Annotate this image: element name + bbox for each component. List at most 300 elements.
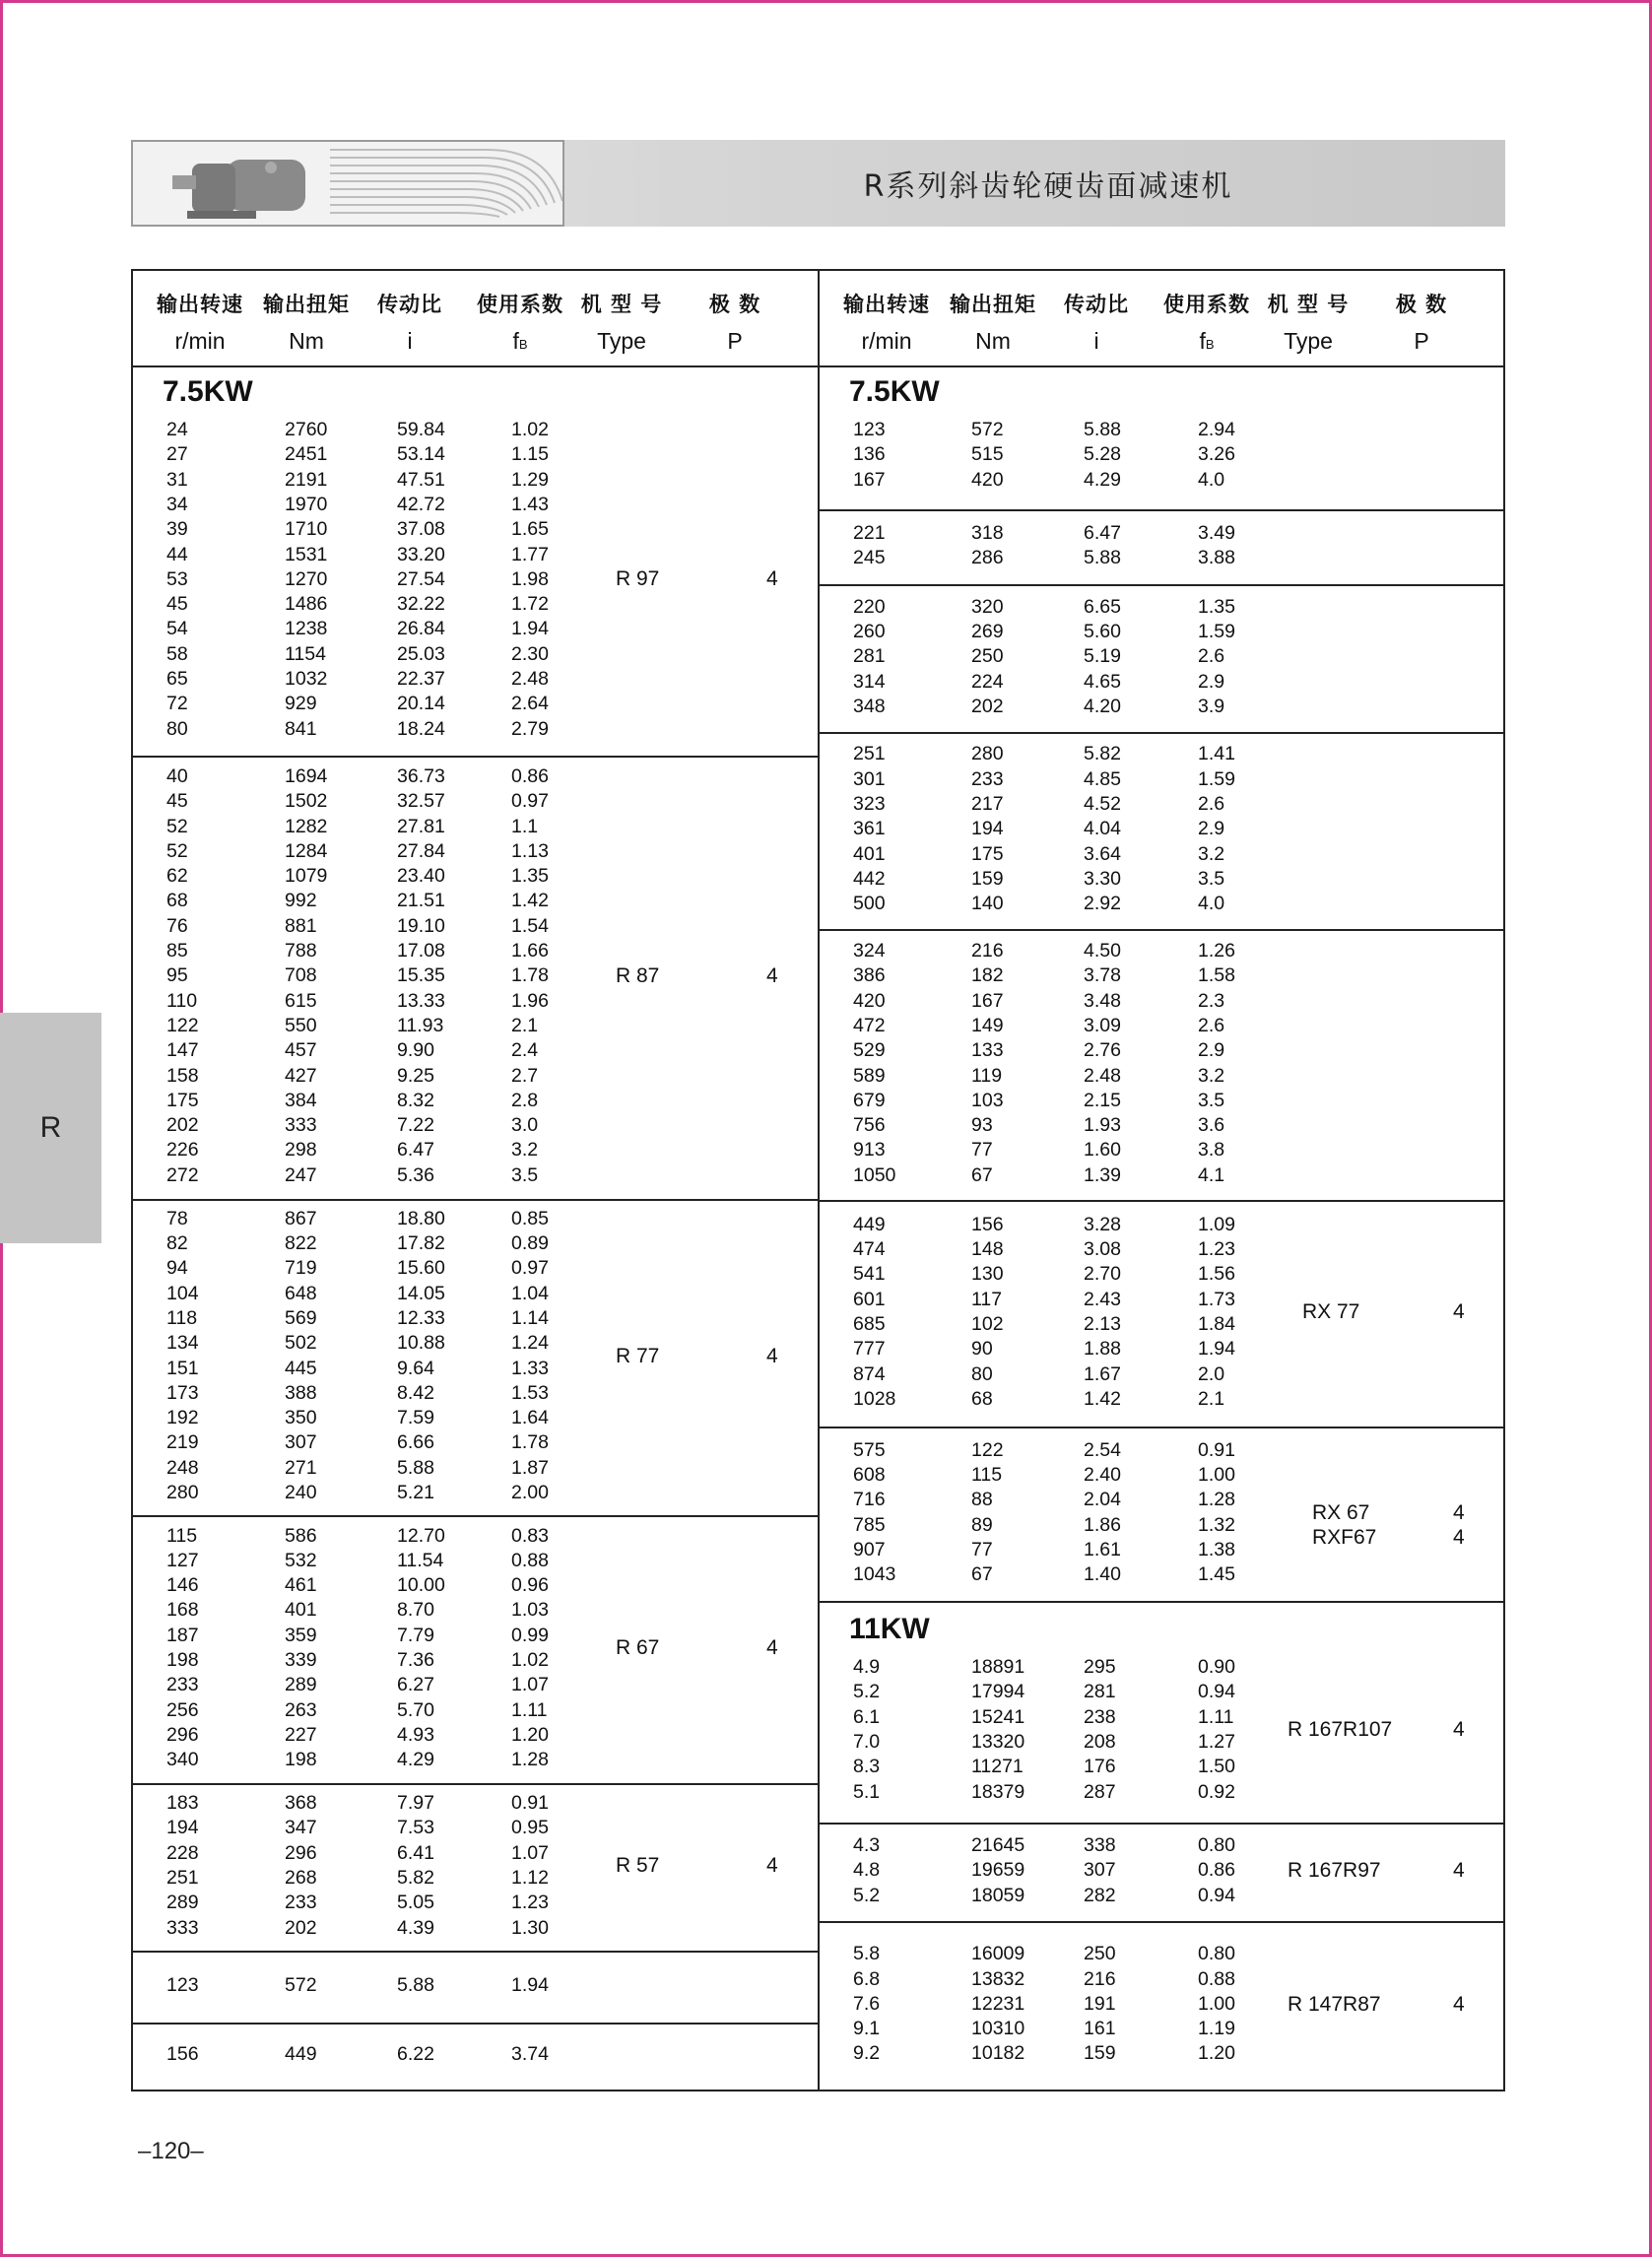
speed-cell: 333 <box>166 1916 199 1939</box>
service-factor-cell: 1.33 <box>511 1357 549 1379</box>
service-factor-cell: 3.8 <box>1198 1139 1225 1162</box>
table-row <box>820 645 1503 670</box>
torque-cell: 202 <box>971 695 1004 717</box>
speed-cell: 756 <box>853 1114 886 1137</box>
service-factor-cell: 1.59 <box>1198 767 1235 790</box>
torque-cell: 233 <box>285 1892 317 1914</box>
service-factor-cell: 1.94 <box>511 618 549 640</box>
model-type: R 167R107 <box>1288 1717 1393 1741</box>
ratio-cell: 47.51 <box>397 468 445 491</box>
ratio-cell: 5.82 <box>1084 743 1121 765</box>
table-row <box>820 547 1503 571</box>
table-row <box>133 544 818 568</box>
service-factor-cell: 0.95 <box>511 1817 549 1839</box>
pole-count: 4 <box>1453 1300 1465 1323</box>
column-header-unit: i <box>407 328 413 354</box>
speed-cell: 272 <box>166 1163 199 1186</box>
torque-cell: 350 <box>285 1407 317 1429</box>
table-row <box>133 718 818 743</box>
pole-count: 4 <box>766 1636 778 1659</box>
column-header-unit: Type <box>1284 328 1333 354</box>
ratio-cell: 4.29 <box>397 1749 434 1771</box>
ratio-cell: 2.48 <box>1084 1064 1121 1087</box>
speed-cell: 5.2 <box>853 1884 881 1906</box>
torque-cell: 67 <box>971 1563 993 1586</box>
torque-cell: 130 <box>971 1263 1004 1286</box>
table-row <box>133 1574 818 1599</box>
ratio-cell: 161 <box>1084 2018 1116 2040</box>
service-factor-cell: 3.74 <box>511 2043 549 2066</box>
ratio-cell: 33.20 <box>397 543 445 565</box>
torque-cell: 16009 <box>971 1943 1025 1965</box>
speed-cell: 529 <box>853 1039 886 1062</box>
table-row <box>133 1892 818 1916</box>
ratio-cell: 5.88 <box>1084 547 1121 568</box>
torque-cell: 2760 <box>285 419 328 440</box>
table-row <box>820 596 1503 621</box>
table-row <box>133 2043 818 2068</box>
service-factor-cell: 2.94 <box>1198 419 1235 440</box>
torque-cell: 268 <box>285 1867 317 1889</box>
speed-cell: 314 <box>853 670 886 693</box>
torque-cell: 502 <box>285 1332 317 1355</box>
speed-cell: 324 <box>853 940 886 962</box>
torque-cell: 89 <box>971 1513 993 1536</box>
torque-cell: 80 <box>971 1362 993 1385</box>
torque-cell: 867 <box>285 1207 317 1229</box>
table-row <box>133 443 818 468</box>
service-factor-cell: 0.96 <box>511 1574 549 1597</box>
service-factor-cell: 1.1 <box>511 815 539 837</box>
table-row <box>133 1382 818 1407</box>
table-row <box>820 621 1503 645</box>
section-tab <box>0 1013 101 1243</box>
service-factor-cell: 1.56 <box>1198 1263 1235 1286</box>
pole-count: 4 <box>766 964 778 987</box>
torque-cell: 572 <box>285 1973 317 1996</box>
table-row <box>133 1974 818 1999</box>
service-factor-cell: 1.54 <box>511 914 549 937</box>
spec-group <box>820 1428 1503 1603</box>
speed-cell: 40 <box>166 764 188 787</box>
service-factor-cell: 2.3 <box>1198 989 1225 1012</box>
torque-cell: 719 <box>285 1257 317 1280</box>
service-factor-cell: 4.0 <box>1198 893 1225 915</box>
torque-cell: 286 <box>971 547 1004 568</box>
speed-cell: 679 <box>853 1089 886 1111</box>
table-row <box>133 1749 818 1773</box>
table-row <box>820 2042 1503 2067</box>
ratio-cell: 15.35 <box>397 964 445 987</box>
pole-count: 4 <box>1453 1526 1465 1550</box>
ratio-cell: 4.52 <box>1084 793 1121 816</box>
speed-cell: 685 <box>853 1313 886 1335</box>
table-row <box>133 1307 818 1332</box>
spec-group <box>133 2025 818 2091</box>
service-factor-cell: 1.64 <box>511 1407 549 1429</box>
table-row <box>133 940 818 964</box>
ratio-cell: 5.88 <box>1084 419 1121 440</box>
torque-cell: 133 <box>971 1039 1004 1062</box>
speed-cell: 6.8 <box>853 1967 881 1990</box>
table-header <box>820 271 1503 367</box>
ratio-cell: 1.60 <box>1084 1139 1121 1162</box>
table-row <box>820 1015 1503 1039</box>
table-row <box>820 893 1503 917</box>
speed-cell: 442 <box>853 867 886 890</box>
table-row <box>820 818 1503 842</box>
torque-cell: 1270 <box>285 567 328 590</box>
service-factor-cell: 0.83 <box>511 1524 549 1547</box>
ratio-cell: 9.25 <box>397 1064 434 1087</box>
speed-cell: 187 <box>166 1624 199 1646</box>
table-row <box>133 494 818 518</box>
page-title: R系列斜齿轮硬齿面减速机 <box>863 169 1233 204</box>
ratio-cell: 5.88 <box>397 1973 434 1996</box>
torque-cell: 788 <box>285 940 317 963</box>
service-factor-cell: 3.2 <box>511 1139 539 1162</box>
pole-count: 4 <box>766 567 778 591</box>
ratio-cell: 4.29 <box>1084 468 1121 491</box>
table-row <box>820 1681 1503 1705</box>
service-factor-cell: 1.45 <box>1198 1563 1235 1586</box>
torque-cell: 401 <box>285 1599 317 1622</box>
table-row <box>133 1649 818 1674</box>
torque-cell: 572 <box>971 419 1004 440</box>
service-factor-cell: 3.26 <box>1198 443 1235 466</box>
speed-cell: 777 <box>853 1338 886 1361</box>
torque-cell: 103 <box>971 1089 1004 1111</box>
page-number: –120– <box>138 2138 204 2164</box>
speed-cell: 85 <box>166 940 188 963</box>
speed-cell: 82 <box>166 1232 188 1254</box>
speed-cell: 474 <box>853 1238 886 1261</box>
speed-cell: 54 <box>166 618 188 640</box>
table-row <box>820 1756 1503 1780</box>
service-factor-cell: 1.19 <box>1198 2018 1235 2040</box>
ratio-cell: 5.21 <box>397 1482 434 1503</box>
service-factor-cell: 1.94 <box>511 1973 549 1996</box>
column-header-cn: 极 数 <box>1395 293 1448 316</box>
speed-cell: 1050 <box>853 1163 896 1186</box>
spec-group <box>820 1603 1503 1825</box>
service-factor-cell: 1.02 <box>511 1649 549 1671</box>
table-row <box>133 1164 818 1189</box>
ratio-cell: 2.40 <box>1084 1463 1121 1486</box>
pole-count: 4 <box>1453 1717 1465 1741</box>
ratio-cell: 2.15 <box>1084 1089 1121 1111</box>
column-header-unit: r/min <box>174 328 226 354</box>
column-header-cn: 输出扭矩 <box>263 293 350 316</box>
ratio-cell: 26.84 <box>397 618 445 640</box>
torque-cell: 708 <box>285 964 317 987</box>
ratio-cell: 19.10 <box>397 914 445 937</box>
ratio-cell: 10.88 <box>397 1332 445 1355</box>
speed-cell: 4.9 <box>853 1656 881 1678</box>
table-row <box>820 1039 1503 1064</box>
service-factor-cell: 0.97 <box>511 790 549 813</box>
torque-cell: 198 <box>285 1749 317 1771</box>
service-factor-cell: 2.1 <box>511 1014 539 1036</box>
gear-reducer-photo <box>131 140 564 227</box>
ratio-cell: 17.08 <box>397 940 445 963</box>
service-factor-cell: 3.6 <box>1198 1114 1225 1137</box>
spec-group <box>133 1517 818 1785</box>
speed-cell: 80 <box>166 717 188 740</box>
service-factor-cell: 0.88 <box>511 1549 549 1571</box>
model-type: R 147R87 <box>1288 1992 1381 2016</box>
speed-cell: 147 <box>166 1039 199 1062</box>
speed-cell: 53 <box>166 567 188 590</box>
ratio-cell: 1.88 <box>1084 1338 1121 1361</box>
ratio-cell: 1.61 <box>1084 1538 1121 1560</box>
speed-cell: 123 <box>166 1973 199 1996</box>
model-type: RX 67 <box>1312 1500 1370 1524</box>
ratio-cell: 1.42 <box>1084 1387 1121 1410</box>
service-factor-cell: 1.78 <box>511 964 549 987</box>
torque-cell: 269 <box>971 621 1004 643</box>
torque-cell: 240 <box>285 1482 317 1503</box>
speed-cell: 183 <box>166 1792 199 1815</box>
spec-group <box>133 1785 818 1953</box>
torque-cell: 10182 <box>971 2042 1025 2065</box>
selection-table <box>131 269 1505 2091</box>
speed-cell: 251 <box>853 743 886 765</box>
speed-cell: 289 <box>166 1892 199 1914</box>
ratio-cell: 14.05 <box>397 1282 445 1304</box>
ratio-cell: 5.36 <box>397 1163 434 1186</box>
service-factor-cell: 1.98 <box>511 567 549 590</box>
service-factor-cell: 1.35 <box>511 865 549 888</box>
torque-cell: 250 <box>971 645 1004 668</box>
model-type: R 57 <box>616 1854 660 1877</box>
service-factor-cell: 1.42 <box>511 890 549 912</box>
torque-cell: 550 <box>285 1014 317 1036</box>
table-row <box>820 1139 1503 1163</box>
ratio-cell: 7.97 <box>397 1792 434 1815</box>
service-factor-cell: 1.78 <box>511 1431 549 1454</box>
speed-cell: 601 <box>853 1288 886 1310</box>
torque-cell: 515 <box>971 443 1004 466</box>
service-factor-cell: 2.48 <box>511 668 549 690</box>
speed-cell: 361 <box>853 818 886 840</box>
column-header-cn: 输出转速 <box>157 293 243 316</box>
ratio-cell: 4.50 <box>1084 940 1121 962</box>
torque-cell: 67 <box>971 1163 993 1186</box>
speed-cell: 156 <box>166 2043 199 2066</box>
table-row <box>133 1257 818 1282</box>
table-row <box>820 1885 1503 1909</box>
service-factor-cell: 1.59 <box>1198 621 1235 643</box>
table-row <box>133 964 818 989</box>
table-row <box>820 1439 1503 1464</box>
service-factor-cell: 2.8 <box>511 1089 539 1111</box>
speed-cell: 5.1 <box>853 1780 881 1803</box>
table-row <box>820 1363 1503 1388</box>
table-row <box>820 990 1503 1015</box>
ratio-cell: 5.88 <box>397 1456 434 1479</box>
torque-cell: 149 <box>971 1014 1004 1036</box>
ratio-cell: 2.54 <box>1084 1438 1121 1461</box>
ratio-cell: 7.59 <box>397 1407 434 1429</box>
column-header-cn: 使用系数 <box>477 293 563 316</box>
service-factor-cell: 0.92 <box>1198 1780 1235 1803</box>
service-factor-cell: 1.96 <box>511 989 549 1012</box>
ratio-cell: 2.76 <box>1084 1039 1121 1062</box>
ratio-cell: 4.20 <box>1084 695 1121 717</box>
torque-cell: 77 <box>971 1538 993 1560</box>
ratio-cell: 8.32 <box>397 1089 434 1111</box>
model-type: RX 77 <box>1302 1300 1360 1323</box>
ratio-cell: 25.03 <box>397 642 445 665</box>
speed-cell: 220 <box>853 595 886 618</box>
ratio-cell: 11.93 <box>397 1014 444 1036</box>
service-factor-cell: 1.14 <box>511 1306 549 1329</box>
torque-cell: 11271 <box>971 1756 1024 1778</box>
table-row <box>133 618 818 642</box>
ratio-cell: 191 <box>1084 1992 1116 2015</box>
pole-count: 4 <box>1453 1992 1465 2016</box>
model-type: RXF67 <box>1312 1526 1377 1550</box>
service-factor-cell: 0.94 <box>1198 1681 1235 1703</box>
ratio-cell: 6.66 <box>397 1431 434 1454</box>
ratio-cell: 1.86 <box>1084 1513 1121 1536</box>
service-factor-cell: 1.20 <box>511 1723 549 1746</box>
speed-cell: 1028 <box>853 1387 896 1410</box>
table-row <box>133 1283 818 1307</box>
table-row <box>133 1114 818 1139</box>
speed-cell: 173 <box>166 1381 199 1404</box>
table-row <box>820 1338 1503 1362</box>
table-row <box>133 1599 818 1624</box>
ratio-cell: 21.51 <box>397 890 445 912</box>
speed-cell: 7.0 <box>853 1730 881 1753</box>
speed-cell: 45 <box>166 593 188 616</box>
table-row <box>820 696 1503 720</box>
ratio-cell: 6.27 <box>397 1674 434 1696</box>
torque-cell: 318 <box>971 521 1004 544</box>
service-factor-cell: 1.26 <box>1198 940 1235 962</box>
table-row <box>820 443 1503 468</box>
column-header-unit: i <box>1093 328 1099 354</box>
column-header-unit: P <box>727 328 743 354</box>
speed-cell: 449 <box>853 1213 886 1235</box>
spec-group <box>820 1923 1503 2091</box>
table-row <box>133 693 818 717</box>
torque-cell: 182 <box>971 964 1004 987</box>
service-factor-cell: 2.0 <box>1198 1362 1225 1385</box>
service-factor-cell: 0.88 <box>1198 1967 1235 1990</box>
torque-cell: 1970 <box>285 493 328 515</box>
speed-cell: 76 <box>166 914 188 937</box>
table-row <box>133 915 818 940</box>
table-row <box>820 1781 1503 1806</box>
torque-cell: 881 <box>285 914 317 937</box>
ratio-cell: 3.64 <box>1084 842 1121 865</box>
table-row <box>820 1656 1503 1681</box>
speed-cell: 608 <box>853 1463 886 1486</box>
ratio-cell: 307 <box>1084 1859 1116 1882</box>
table-row <box>820 1859 1503 1884</box>
torque-cell: 90 <box>971 1338 993 1361</box>
service-factor-cell: 1.73 <box>1198 1288 1235 1310</box>
ratio-cell: 4.04 <box>1084 818 1121 840</box>
torque-cell: 320 <box>971 595 1004 618</box>
ratio-cell: 287 <box>1084 1780 1116 1803</box>
ratio-cell: 216 <box>1084 1967 1116 1990</box>
torque-cell: 532 <box>285 1549 317 1571</box>
torque-cell: 1032 <box>285 668 328 690</box>
torque-cell: 280 <box>971 743 1004 765</box>
ratio-cell: 37.08 <box>397 518 445 541</box>
spec-group <box>820 734 1503 931</box>
table-row <box>820 671 1503 696</box>
spec-group <box>133 1953 818 2025</box>
torque-cell: 122 <box>971 1438 1004 1461</box>
speed-cell: 27 <box>166 443 188 466</box>
table-row <box>133 1065 818 1090</box>
model-type: R 87 <box>616 964 660 987</box>
speed-cell: 4.8 <box>853 1859 881 1882</box>
spec-group <box>820 586 1503 734</box>
speed-cell: 8.3 <box>853 1756 881 1778</box>
ratio-cell: 295 <box>1084 1656 1116 1678</box>
ratio-cell: 42.72 <box>397 493 445 515</box>
table-row <box>133 1332 818 1357</box>
power-rating: 7.5KW <box>163 375 253 408</box>
table-row <box>133 1724 818 1749</box>
table-row <box>133 593 818 618</box>
table-row <box>820 868 1503 893</box>
speed-cell: 301 <box>853 767 886 790</box>
speed-cell: 198 <box>166 1649 199 1671</box>
torque-cell: 333 <box>285 1114 317 1137</box>
table-row <box>133 1431 818 1456</box>
table-row <box>133 1482 818 1506</box>
ratio-cell: 13.33 <box>397 989 445 1012</box>
service-factor-cell: 1.58 <box>1198 964 1235 987</box>
table-row <box>820 1313 1503 1338</box>
ratio-cell: 208 <box>1084 1730 1116 1753</box>
ratio-cell: 281 <box>1084 1681 1116 1703</box>
table-row <box>133 1817 818 1841</box>
ratio-cell: 7.79 <box>397 1624 434 1646</box>
table-row <box>133 518 818 543</box>
speed-cell: 401 <box>853 842 886 865</box>
torque-cell: 10310 <box>971 2018 1025 2040</box>
spec-group <box>133 758 818 1201</box>
service-factor-cell: 1.20 <box>1198 2042 1235 2065</box>
table-row <box>820 1514 1503 1539</box>
table-row <box>133 790 818 815</box>
torque-cell: 17994 <box>971 1681 1025 1703</box>
speed-cell: 575 <box>853 1438 886 1461</box>
table-row <box>820 1114 1503 1139</box>
service-factor-cell: 1.41 <box>1198 743 1235 765</box>
service-factor-cell: 1.11 <box>1198 1705 1234 1728</box>
torque-cell: 77 <box>971 1139 993 1162</box>
column-header-unit: Type <box>597 328 646 354</box>
torque-cell: 19659 <box>971 1859 1025 1882</box>
ratio-cell: 36.73 <box>397 764 445 787</box>
service-factor-cell: 4.1 <box>1198 1163 1225 1186</box>
ratio-cell: 5.19 <box>1084 645 1121 668</box>
ratio-cell: 9.90 <box>397 1039 434 1062</box>
ratio-cell: 6.47 <box>397 1139 434 1162</box>
ratio-cell: 8.42 <box>397 1381 434 1404</box>
service-factor-cell: 0.91 <box>1198 1438 1235 1461</box>
torque-cell: 298 <box>285 1139 317 1162</box>
